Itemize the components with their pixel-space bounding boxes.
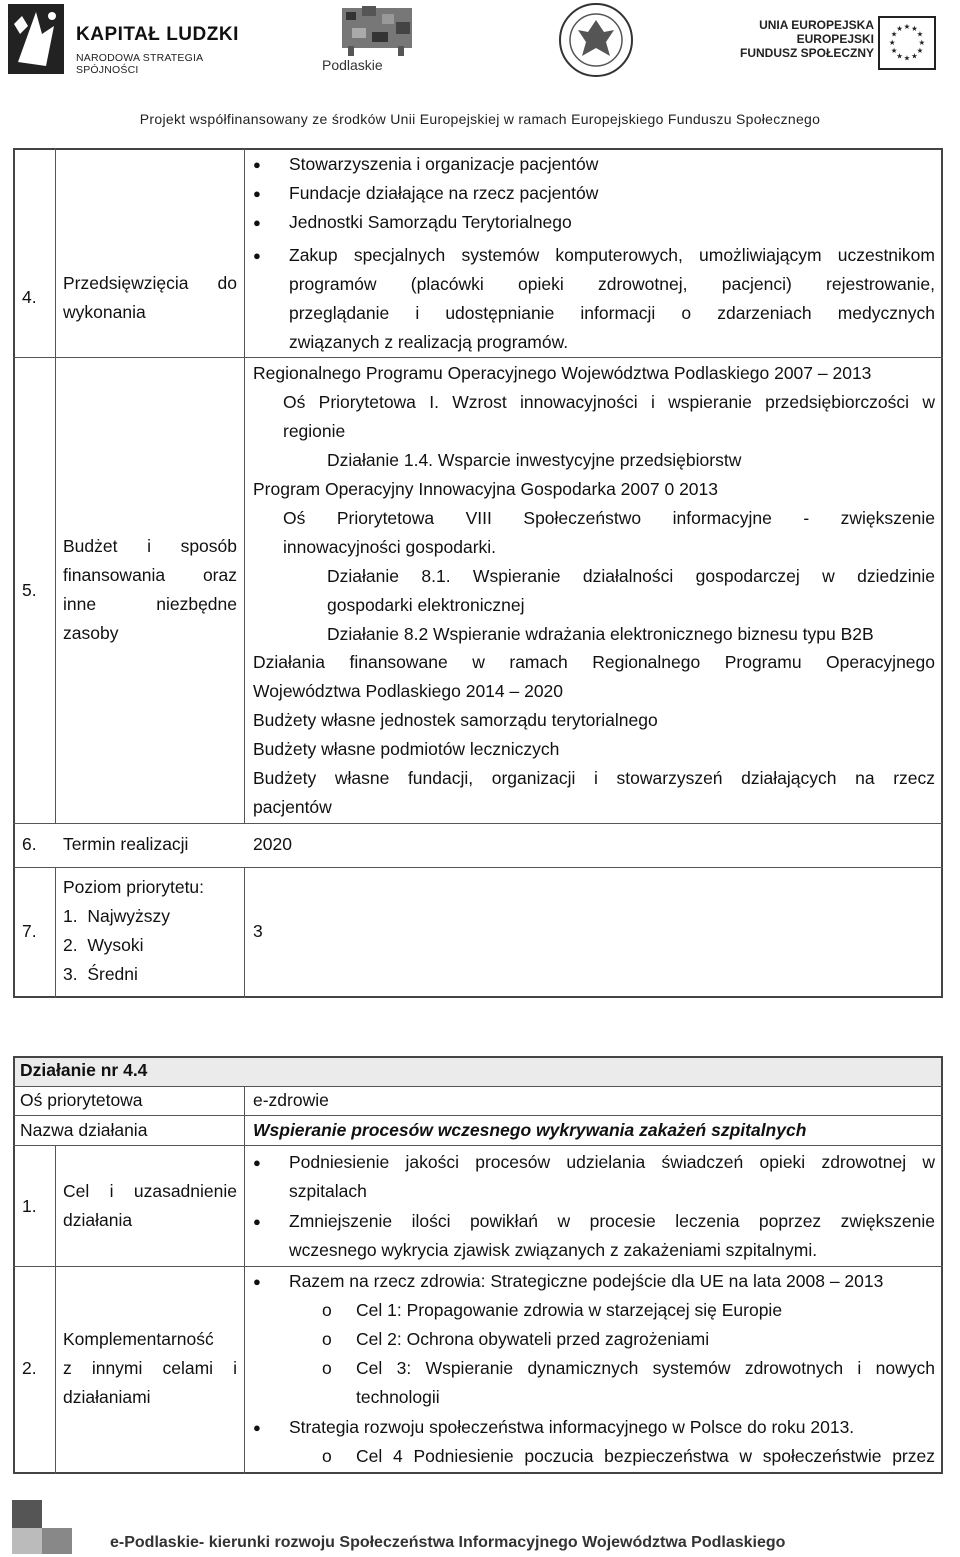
sub-list-item: Cel 1: Propagowanie zdrowia w starzejącej się Europie	[356, 1300, 783, 1320]
bullet-icon: ●	[253, 248, 261, 263]
row-label: 3. Średni	[63, 964, 138, 984]
action-name: Wspieranie procesów wczesnego wykrywania zakażeń szpitalnych	[253, 1120, 807, 1140]
column-divider	[244, 867, 245, 998]
bison-icon	[332, 2, 422, 56]
eu-line-3: FUNDUSZ SPOŁECZNY	[739, 46, 874, 60]
row-value: 3	[253, 921, 263, 941]
funding-line: Działanie 8.1. Wspieranie działalności gospodarczej w dziedzinie	[327, 566, 935, 586]
svg-text:★: ★	[903, 53, 911, 63]
funding-line: gospodarki elektronicznej	[327, 595, 525, 615]
kapital-ludzki-subtitle: NARODOWA STRATEGIA SPÓJNOŚCI	[76, 52, 203, 76]
kapital-ludzki-emblem-icon	[8, 4, 64, 74]
bullet-icon: ●	[253, 215, 261, 230]
bullet-icon: ●	[253, 186, 261, 201]
podlaskie-label: Podlaskie	[322, 57, 383, 73]
project-cofinancing-line: Projekt współfinansowany ze środków Unii Europejskiej w ramach Europejskiego Funduszu Społecznego	[139, 111, 821, 127]
column-divider	[55, 867, 56, 998]
eagle-seal-icon	[558, 2, 634, 78]
funding-line: Program Operacyjny Innowacyjna Gospodarka 2007 0 2013	[253, 479, 718, 499]
podlaskie-logo	[318, 2, 428, 78]
row-value: e-zdrowie	[253, 1090, 329, 1110]
bullet-icon: ●	[253, 1155, 261, 1170]
svg-text:★: ★	[896, 23, 903, 33]
funding-line: pacjentów	[253, 797, 332, 817]
row-number: 7.	[22, 921, 37, 941]
sub-list-item: Cel 3: Wspieranie dynamicznych systemów zdrowotnych i nowych	[356, 1358, 935, 1378]
list-item: związanych z realizacją programów.	[289, 332, 569, 352]
eu-logo	[738, 16, 938, 72]
svg-text:★: ★	[890, 46, 898, 56]
row-divider	[13, 1086, 943, 1087]
eu-text	[738, 18, 874, 60]
row-label: Budżet i sposób	[63, 536, 237, 556]
column-divider	[244, 148, 245, 824]
row-label: wykonania	[63, 302, 146, 322]
footer-square-icon	[12, 1528, 42, 1554]
list-item: Zakup specjalnych systemów komputerowych, umożliwiającym uczestnikom	[289, 245, 935, 265]
funding-line: Działanie 1.4. Wsparcie inwestycyjne przedsiębiorstw	[327, 450, 742, 470]
kapital-ludzki-title: KAPITAŁ LUDZKI	[76, 24, 239, 45]
svg-text:★: ★	[903, 22, 911, 32]
row-label: działania	[63, 1210, 133, 1230]
row-label: 1. Najwyższy	[63, 906, 170, 926]
svg-text:★: ★	[911, 23, 918, 33]
svg-text:★: ★	[911, 51, 918, 61]
sub-list-item: Cel 4 Podniesienie poczucia bezpieczeństwa w społeczeństwie przez	[356, 1446, 935, 1466]
row-label: z innymi celami i	[63, 1358, 237, 1378]
column-divider	[55, 148, 56, 824]
footer-title: e-Podlaskie- kierunki rozwoju Społeczeństwa Informacyjnego Województwa Podlaskiego	[110, 1534, 786, 1551]
eu-flag-icon	[878, 16, 936, 70]
list-item: Zmniejszenie ilości powikłań w procesie leczenia poprzez zwiększenie	[289, 1211, 935, 1231]
funding-line: Województwa Podlaskiego 2014 – 2020	[253, 681, 564, 701]
funding-line: innowacyjności gospodarki.	[283, 537, 497, 557]
eu-line-1: UNIA EUROPEJSKA	[759, 18, 874, 32]
sub-bullet-icon: o	[322, 1358, 332, 1378]
row-label: zasoby	[63, 623, 119, 643]
bullet-icon: ●	[253, 1420, 261, 1435]
funding-line: Budżety własne podmiotów leczniczych	[253, 739, 560, 759]
svg-text:★: ★	[916, 46, 924, 56]
list-item: Podniesienie jakości procesów udzielania świadczeń opieki zdrowotnej w	[289, 1152, 935, 1172]
sub-list-item: Cel 2: Ochrona obywateli przed zagrożeniami	[356, 1329, 710, 1349]
list-item: Fundacje działające na rzecz pacjentów	[289, 183, 599, 203]
row-label: działaniami	[63, 1387, 151, 1407]
row-label: 2. Wysoki	[63, 935, 144, 955]
funding-line: Regionalnego Programu Operacyjnego Województwa Podlaskiego 2007 – 2013	[253, 363, 872, 383]
eu-line-2: EUROPEJSKI	[796, 32, 874, 46]
row-label: Termin realizacji	[63, 834, 189, 854]
row-label: finansowania oraz	[63, 565, 237, 585]
svg-text:★: ★	[888, 37, 896, 47]
sub-bullet-icon: o	[322, 1300, 332, 1320]
list-item: przeglądanie i udostępnianie informacji o zdarzeniach medycznych	[289, 303, 935, 323]
row-label: Przedsięwzięcia do	[63, 273, 237, 293]
funding-line: Oś Priorytetowa VIII Społeczeństwo informacyjne - zwiększenie	[283, 508, 935, 528]
funding-line: Oś Priorytetowa I. Wzrost innowacyjności i wspieranie przedsiębiorczości w	[283, 392, 935, 412]
row-label: Poziom priorytetu:	[63, 877, 205, 897]
svg-text:★: ★	[916, 29, 924, 39]
sub-list-item: technologii	[356, 1387, 440, 1407]
footer-square-icon	[42, 1528, 72, 1554]
funding-line: regionie	[283, 421, 346, 441]
row-divider	[13, 357, 943, 358]
list-item: szpitalach	[289, 1181, 367, 1201]
row-label: Nazwa działania	[20, 1120, 148, 1140]
row-number: 6.	[22, 834, 37, 854]
row-divider	[13, 823, 943, 824]
footer-square-icon	[12, 1500, 42, 1528]
row-number: 1.	[22, 1196, 37, 1216]
svg-text:★: ★	[890, 29, 898, 39]
kapital-ludzki-logo	[8, 4, 258, 74]
seal-logo	[558, 2, 634, 78]
funding-line: Działanie 8.2 Wspieranie wdrażania elektronicznego biznesu typu B2B	[327, 624, 874, 644]
row-label: inne niezbędne	[63, 594, 237, 614]
list-item: Razem na rzecz zdrowia: Strategiczne podejście dla UE na lata 2008 – 2013	[289, 1271, 884, 1291]
row-divider	[13, 867, 943, 868]
row-label: Oś priorytetowa	[20, 1090, 143, 1110]
row-value: 2020	[253, 834, 292, 854]
svg-text:★: ★	[918, 37, 926, 47]
list-item: wczesnego wykrycia zjawisk związanych z zakażeniami szpitalnymi.	[289, 1240, 818, 1260]
row-number: 4.	[22, 287, 37, 307]
list-item: programów (placówki opieki zdrowotnej, pacjenci) rejestrowanie,	[289, 274, 935, 294]
bullet-icon: ●	[253, 1214, 261, 1229]
funding-line: Budżety własne fundacji, organizacji i stowarzyszeń działających na rzecz	[253, 768, 935, 788]
sub-bullet-icon: o	[322, 1329, 332, 1349]
sub-bullet-icon: o	[322, 1446, 332, 1466]
bullet-icon: ●	[253, 157, 261, 172]
row-number: 5.	[22, 580, 37, 600]
funding-line: Budżety własne jednostek samorządu terytorialnego	[253, 710, 658, 730]
funding-line: Działania finansowane w ramach Regionalnego Programu Operacyjnego	[253, 652, 935, 672]
table-heading: Działanie nr 4.4	[20, 1060, 148, 1080]
row-label: Komplementarność	[63, 1329, 214, 1349]
list-item: Jednostki Samorządu Terytorialnego	[289, 212, 572, 232]
row-number: 2.	[22, 1358, 37, 1378]
bullet-icon: ●	[253, 1274, 261, 1289]
row-label: Cel i uzasadnienie	[63, 1181, 237, 1201]
list-item: Strategia rozwoju społeczeństwa informacyjnego w Polsce do roku 2013.	[289, 1417, 855, 1437]
column-divider	[244, 1086, 245, 1474]
row-divider	[13, 1145, 943, 1146]
list-item: Stowarzyszenia i organizacje pacjentów	[289, 154, 599, 174]
column-divider	[55, 1145, 56, 1474]
svg-text:★: ★	[896, 51, 903, 61]
